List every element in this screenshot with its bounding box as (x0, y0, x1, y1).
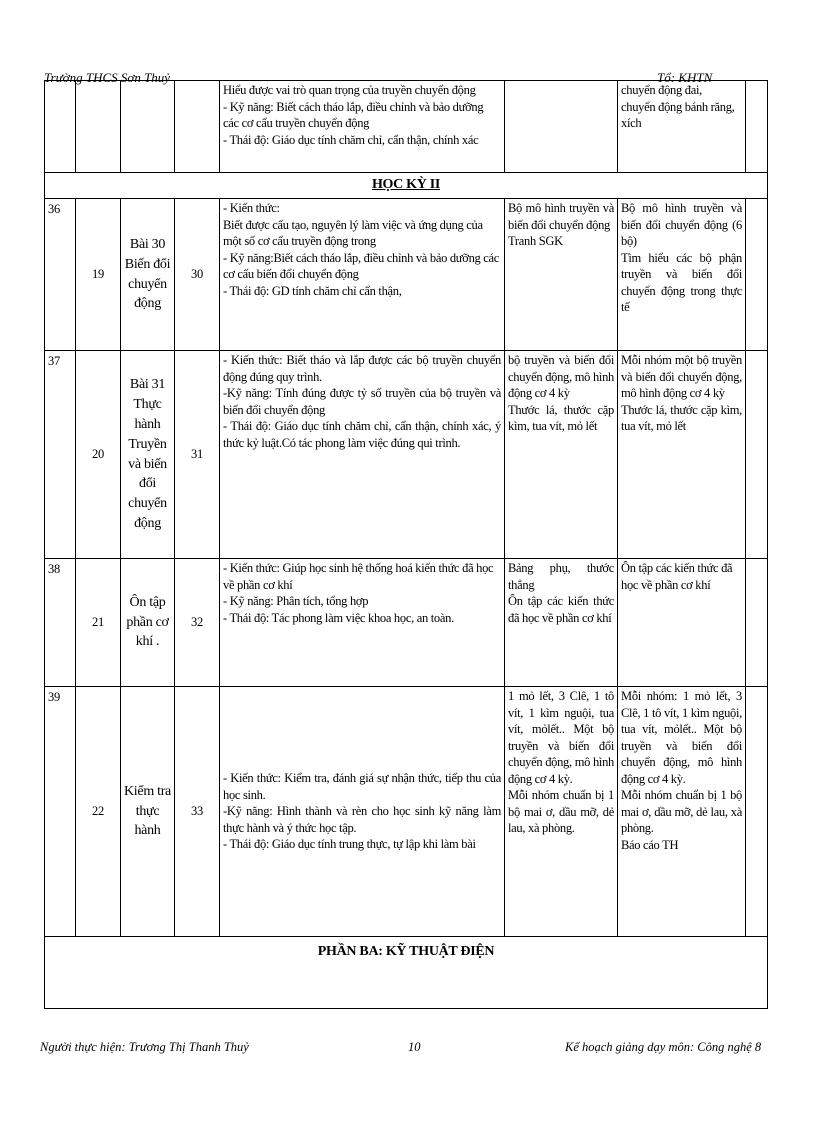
period-cell: 30 (175, 199, 220, 351)
student-prep-cell: chuyển động đai, chuyển động bánh răng, xích (618, 81, 746, 173)
teacher-prep-cell: Bộ mô hình truyền và biến đổi chuyển động Tranh SGK (505, 199, 618, 351)
table-row (45, 687, 768, 937)
table-row (45, 81, 768, 173)
week-cell: 20 (76, 351, 121, 559)
part-row (45, 937, 768, 1009)
week-cell: 21 (76, 559, 121, 687)
lesson-cell: Ôn tập phần cơ khí . (121, 559, 175, 687)
table-row (45, 199, 768, 351)
content-line: Hiểu được vai trò quan trọng của truyền chuyển động (223, 83, 476, 97)
teacher-prep-cell: Bảng phụ, thước thẳng Ôn tập các kiến thức đã học về phần cơ khí (505, 559, 618, 687)
student-prep-cell: Ôn tập các kiến thức đã học về phần cơ khí (618, 559, 746, 687)
semester-row (45, 173, 768, 199)
period-cell: 31 (175, 351, 220, 559)
lesson-cell: Bài 31 Thực hành Truyền và biến đổi chuyển động (121, 351, 175, 559)
page-number: 10 (408, 1040, 421, 1054)
lesson-cell: Kiểm tra thực hành (121, 687, 175, 937)
content-cell: - Kiến thức: Giúp học sinh hệ thống hoá kiến thức đã học về phần cơ khí - Kỹ năng: Phân tích, tổng hợp - Thái độ: Tác phong làm việc khoa học, an toàn. (220, 559, 505, 687)
semester-title: HỌC KỲ II (45, 173, 768, 199)
content-cell (220, 81, 505, 173)
part-title: PHẦN BA: KỸ THUẬT ĐIỆN (45, 937, 768, 1009)
header-department: Tổ: KHTN (657, 70, 713, 85)
footer-subject: Kế hoạch giảng dạy môn: Công nghệ 8 (565, 1040, 762, 1054)
lesson-plan-table (44, 80, 768, 1009)
stt-cell: 36 (45, 199, 76, 351)
stt-cell: 37 (45, 351, 76, 559)
teacher-prep-cell: bộ truyền và biến đổi chuyển động, mô hình động cơ 4 kỳ Thước lá, thước cặp kìm, tua vít, mỏ lết (505, 351, 618, 559)
content-cell: - Kiến thức: Kiểm tra, đánh giá sự nhận thức, tiếp thu của học sinh. -Kỹ năng: Hình thành và rèn cho học sinh kỹ năng làm thực hành và ý thức học tập. - Thái độ: Giáo dục tính trung thực, tự lập khi làm bài (220, 687, 505, 937)
teacher-prep-cell: 1 mỏ lết, 3 Clê, 1 tô vít, 1 kìm nguội, tua vít, mỏlết.. Một bộ truyền và biến đổi chuyển động, mô hình động cơ 4 kỳ. Mỗi nhóm chuẩn bị 1 bộ mai ơ, dầu mỡ, dẻ lau, xà phòng. (505, 687, 618, 937)
stt-cell: 39 (45, 687, 76, 937)
table-row (45, 559, 768, 687)
content-line: - Kỹ năng: Biết cách tháo lắp, điều chỉnh và bảo dưỡng các cơ cấu truyền chuyển động (223, 99, 484, 130)
student-prep-cell: Mỗi nhóm một bộ truyền và biến đổi chuyển động, mô hình động cơ 4 kỳ Thước lá, thước cặp kìm, tua vít, mỏ lết (618, 351, 746, 559)
content-cell: - Kiến thức: Biết tháo và lắp được các bộ truyền chuyển động đúng quy trình. -Kỹ năng: Tính đúng được tỷ số truyền của bộ truyền và biến đổi chuyển động - Thái độ: Giáo dục tính chăm chỉ, cẩn thận, chính xác, ý thức kỷ luật.Có tác phong làm việc đúng qui trình. (220, 351, 505, 559)
week-cell: 22 (76, 687, 121, 937)
content-line: - Thái độ: Giáo dục tính chăm chỉ, cẩn thận, chính xác (223, 132, 479, 147)
period-cell: 33 (175, 687, 220, 937)
lesson-cell: Bài 30 Biến đổi chuyển động (121, 199, 175, 351)
period-cell: 32 (175, 559, 220, 687)
header-school: Trường THCS Sơn Thuỷ (44, 70, 171, 85)
stt-cell: 38 (45, 559, 76, 687)
footer-author: Người thực hiện: Trương Thị Thanh Thuỷ (40, 1040, 249, 1054)
week-cell: 19 (76, 199, 121, 351)
content-cell: - Kiến thức: Biết được cấu tạo, nguyên lý làm việc và ứng dụng của một số cơ cấu truyền động trong - Kỹ năng:Biết cách tháo lắp, điều chỉnh và bảo dưỡng các cơ cấu biến đổi chuyển động - Thái độ: GD tính chăm chỉ cẩn thận, (220, 199, 505, 351)
student-prep-cell: Mỗi nhóm: 1 mỏ lết, 3 Clê, 1 tô vít, 1 kìm nguội, tua vít, mỏlết.. Một bộ truyền và biến đổi chuyển động, mô hình động cơ 4 kỳ. Mỗi nhóm chuẩn bị 1 bộ mai ơ, dầu mỡ, dẻ lau, xà phòng. Báo cáo TH (618, 687, 746, 937)
table-row (45, 351, 768, 559)
student-prep-cell: Bộ mô hình truyền và biến đổi chuyển động (6 bộ) Tìm hiểu các bộ phận truyền và biến đổi chuyển động trong thực tế (618, 199, 746, 351)
